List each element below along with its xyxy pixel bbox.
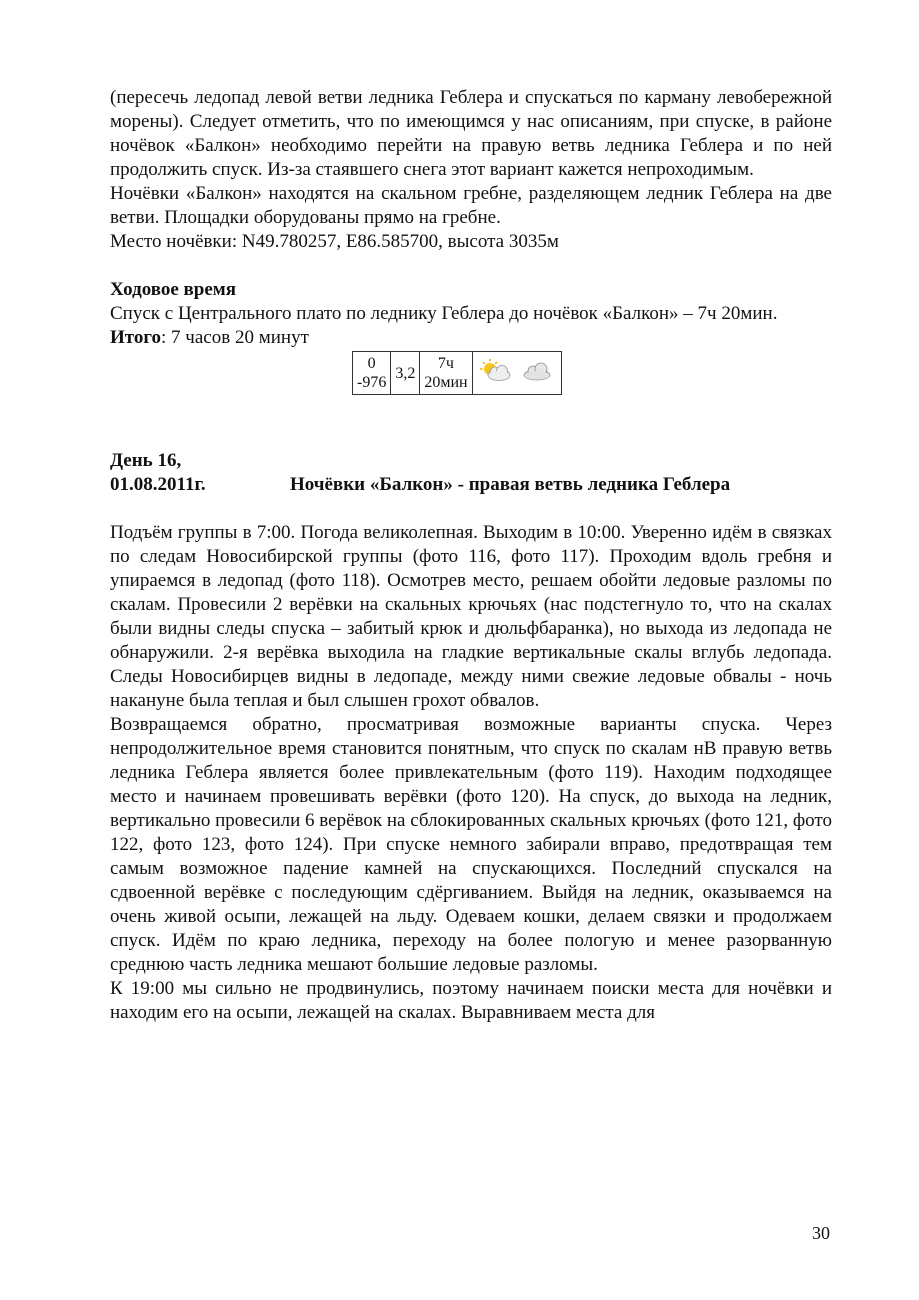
time-top: 7ч bbox=[437, 355, 454, 372]
elevation-bottom: -976 bbox=[357, 374, 387, 391]
cloud-icon bbox=[524, 363, 550, 380]
balcony-paragraph: Ночёвки «Балкон» находятся на скальном гребне, разделяющем ледник Геблера на две ветви. Площадки оборудованы прямо на гребне. bbox=[110, 183, 832, 228]
total-value: : 7 часов 20 минут bbox=[161, 327, 309, 348]
document-page bbox=[110, 86, 832, 1025]
day-label: День 16, bbox=[110, 450, 182, 471]
distance-cell: 3,2 bbox=[391, 352, 420, 395]
day-header bbox=[110, 449, 832, 497]
day-paragraph-1: Подъём группы в 7:00. Погода великолепная. Выходим в 10:00. Уверенно идём в связках по следам Новосибирской группы (фото 116, фото 117). Проходим вдоль гребня и упираемся в ледопад (фото 118). Осмотрев место, решаем обойти ледовые разломы по скалам. Провесили 2 верёвки на скальных крючьях (нас подстегнуло то, что на скалах были видны следы спуска – забитый крюк и дюльфбаранка), но выхода из ледопада не обнаружили. 2-я верёвка выходила на гладкие вертикальные скалы вглубь ледопада. Следы Новосибирцев видны в ледопаде, между ними свежие ледовые обвалы - ночь накануне была теплая и был слышен грохот обвалов. bbox=[110, 522, 832, 711]
elevation-top: 0 bbox=[367, 355, 376, 372]
day-paragraph-2: Возвращаемся обратно, просматривая возможные варианты спуска. Через непродолжительное время становится понятным, что спуск по скалам нВ правую ветвь ледника Геблера является более привлекательным (фото 119). Находим подходящее место и начинаем провешивать верёвки (фото 120). На спуск, до выхода на ледник, вертикально провесили 6 верёвок на сблокированных скальных крючьях (фото 121, фото 122, фото 123, фото 124). При спуске немного забирали вправо, предотвращая тем самым возможное падение камней на спускающихся. Последний спускался на сдвоенной верёвке с последующим сдёргиванием. Выйдя на ледник, оказываемся на очень живой осыпи, лежащей на льду. Одеваем кошки, делаем связки и продолжаем спуск. Идём по краю ледника, переходу на более пологую и менее разорванную среднюю часть ледника мешают большие ледовые разломы. bbox=[110, 714, 832, 975]
walking-time-heading: Ходовое время bbox=[110, 279, 237, 300]
walking-time-total bbox=[110, 326, 832, 350]
camp-location: Место ночёвки: N49.780257, E86.585700, высота 3035м bbox=[110, 231, 559, 252]
time-bottom: 20мин bbox=[424, 374, 468, 391]
day-title: Ночёвки «Балкон» - правая ветвь ледника Геблера bbox=[290, 474, 731, 495]
walking-time-text: Спуск с Центрального плато по леднику Геблера до ночёвок «Балкон» – 7ч 20мин. bbox=[110, 303, 778, 324]
day-date: 01.08.2011г. bbox=[110, 474, 206, 495]
intro-paragraph: (пересечь ледопад левой ветви ледника Геблера и спускаться по карману левобережной морены). Следует отметить, что по имеющимся у нас описаниям, при спуске, в районе ночёвок «Балкон» необходимо перейти на правую ветвь ледника Геблера и по ней продолжить спуск. Из-за стаявшего снега этот вариант кажется непроходимым. bbox=[110, 87, 832, 180]
weather-icons bbox=[479, 358, 555, 384]
elevation-cell bbox=[353, 352, 391, 395]
day-title-line bbox=[110, 473, 832, 497]
weather-cell bbox=[472, 352, 561, 395]
sun-behind-cloud-icon bbox=[480, 359, 510, 381]
summary-table bbox=[352, 351, 562, 395]
time-cell bbox=[420, 352, 472, 395]
total-label: Итого bbox=[110, 327, 162, 348]
day-paragraph-3: К 19:00 мы сильно не продвинулись, поэтому начинаем поиски места для ночёвки и находим его на осыпи, лежащей на скалах. Выравниваем места для bbox=[110, 978, 832, 1023]
page-number: 30 bbox=[812, 1223, 830, 1243]
